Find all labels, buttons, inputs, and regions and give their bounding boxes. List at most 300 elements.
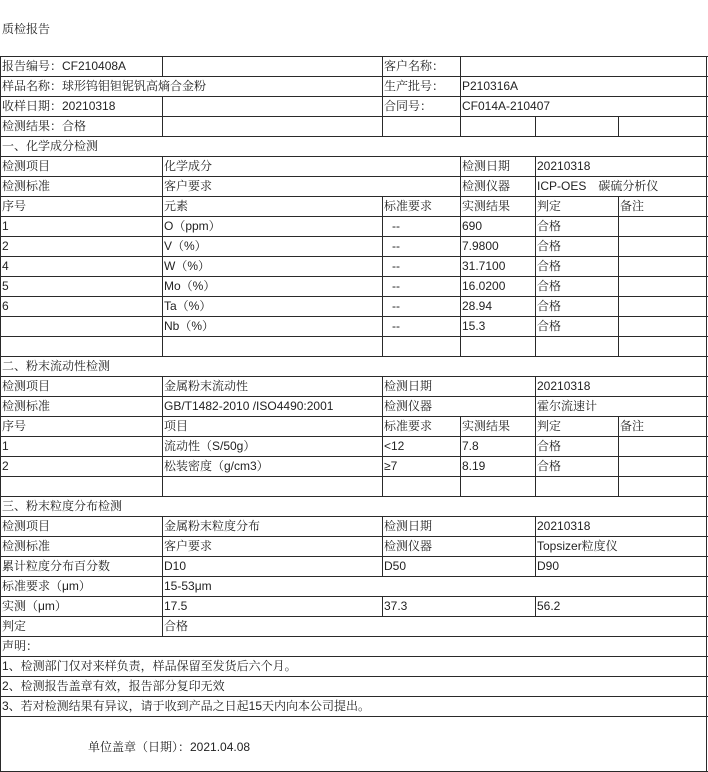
column-line (535, 516, 536, 536)
column-line (706, 196, 707, 216)
column-line (0, 496, 1, 516)
column-line (382, 456, 383, 476)
section2-instrument-label: 检测仪器 (384, 399, 433, 413)
statement-line: 3、若对检测结果有异议，请于收到产品之日起15天内向本公司提出。 (2, 699, 371, 713)
column-line (162, 616, 163, 636)
column-line (706, 156, 707, 176)
element-name: O（ppm） (164, 219, 221, 233)
judgement: 合格 (537, 439, 562, 453)
column-line (0, 336, 1, 356)
column-line (618, 256, 619, 276)
column-line (162, 316, 163, 336)
row-number: 6 (2, 299, 9, 313)
measured-value: 16.0200 (462, 279, 506, 293)
column-line (162, 456, 163, 476)
section2-date-label: 检测日期 (384, 379, 433, 393)
column-line (618, 436, 619, 456)
column-line (162, 196, 163, 216)
report-number: 报告编号：CF210408A (2, 59, 127, 73)
column-line (535, 556, 536, 576)
column-line (162, 516, 163, 536)
column-line (162, 296, 163, 316)
column-line (382, 236, 383, 256)
section1-date-value: 20210318 (537, 159, 591, 173)
column-line (706, 336, 707, 356)
column-line (535, 196, 536, 216)
section2-title: 二、粉末流动性检测 (2, 359, 111, 373)
column-line (535, 176, 536, 196)
column-line (706, 316, 707, 336)
column-line (162, 56, 163, 76)
column-line (0, 196, 1, 216)
size-judgement-label: 判定 (2, 619, 27, 633)
column-line (162, 396, 163, 416)
section2-column-header: 序号 (2, 419, 27, 433)
standard-requirement: -- (392, 239, 400, 253)
column-line (618, 416, 619, 436)
column-line (382, 116, 383, 136)
row-line (0, 136, 708, 137)
column-line (460, 176, 461, 196)
section2-standard-value: GB/T1482-2010 /ISO4490:2001 (164, 399, 334, 413)
column-line (535, 336, 536, 356)
column-line (382, 416, 383, 436)
statement-line: 2、检测报告盖章有效，报告部分复印无效 (2, 679, 225, 693)
column-line (382, 336, 383, 356)
column-line (535, 316, 536, 336)
column-line (460, 416, 461, 436)
column-line (0, 56, 1, 76)
section1-item-value: 化学成分 (164, 159, 213, 173)
column-line (706, 436, 707, 456)
row-line (0, 336, 708, 337)
column-line (162, 256, 163, 276)
section1-column-header: 实测结果 (462, 199, 511, 213)
column-line (0, 516, 1, 536)
section1-item-label: 检测项目 (2, 159, 51, 173)
column-line (0, 416, 1, 436)
column-line (162, 156, 163, 176)
column-line (0, 436, 1, 456)
column-line (460, 316, 461, 336)
standard-requirement: -- (392, 279, 400, 293)
inspection-result: 检测结果：合格 (2, 119, 87, 133)
test-item: 松装密度（g/cm3） (164, 459, 269, 473)
column-line (162, 596, 163, 616)
column-line (162, 276, 163, 296)
column-line (0, 296, 1, 316)
column-line (382, 56, 383, 76)
column-line (460, 456, 461, 476)
section1-title: 一、化学成分检测 (2, 139, 99, 153)
row-line (0, 696, 708, 697)
row-line (0, 276, 708, 277)
row-line (0, 716, 708, 717)
column-line (460, 476, 461, 496)
statement-line: 1、检测部门仅对来样负责，样品保留至发货后六个月。 (2, 659, 297, 673)
standard-requirement: ≥7 (384, 459, 398, 473)
column-line (0, 96, 1, 116)
row-line (0, 636, 708, 637)
column-line (162, 216, 163, 236)
column-line (706, 256, 707, 276)
column-line (0, 716, 1, 772)
row-line (0, 616, 708, 617)
d90-label: D90 (537, 559, 560, 573)
judgement: 合格 (537, 319, 562, 333)
column-line (706, 556, 707, 576)
row-number: 1 (2, 219, 9, 233)
column-line (618, 276, 619, 296)
column-line (618, 336, 619, 356)
element-name: Nb（%） (164, 319, 215, 333)
column-line (382, 96, 383, 116)
column-line (535, 256, 536, 276)
column-line (706, 216, 707, 236)
section1-column-header: 备注 (620, 199, 645, 213)
column-line (162, 96, 163, 116)
customer-label: 客户名称： (384, 59, 445, 73)
column-line (460, 56, 461, 76)
column-line (0, 616, 1, 636)
column-line (706, 716, 707, 772)
column-line (706, 136, 707, 156)
column-line (0, 636, 1, 656)
d50-label: D50 (384, 559, 407, 573)
column-line (382, 276, 383, 296)
cumulative-distribution-label: 累计粒度分布百分数 (2, 559, 111, 573)
column-line (0, 76, 1, 96)
row-line (0, 256, 708, 257)
column-line (706, 476, 707, 496)
measured-d10: 17.5 (164, 599, 188, 613)
column-line (460, 76, 461, 96)
column-line (0, 316, 1, 336)
measured-value: 7.8 (462, 439, 479, 453)
section3-standard-label: 检测标准 (2, 539, 51, 553)
column-line (706, 376, 707, 396)
column-line (382, 216, 383, 236)
size-requirement-label: 标准要求（μm） (2, 579, 91, 593)
section2-date-value: 20210318 (537, 379, 591, 393)
section3-item-label: 检测项目 (2, 519, 51, 533)
column-line (460, 436, 461, 456)
signature-line: 单位盖章（日期）：2021.04.08 (88, 740, 251, 754)
column-line (706, 116, 707, 136)
row-line (0, 156, 708, 157)
column-line (460, 276, 461, 296)
row-number: 4 (2, 259, 9, 273)
column-line (382, 536, 383, 556)
row-line (0, 396, 708, 397)
column-line (535, 216, 536, 236)
column-line (535, 236, 536, 256)
column-line (535, 276, 536, 296)
column-line (0, 356, 1, 376)
batch-number: P210316A (462, 79, 519, 93)
column-line (535, 416, 536, 436)
row-line (0, 176, 708, 177)
standard-requirement: <12 (384, 439, 405, 453)
column-line (162, 416, 163, 436)
column-line (0, 376, 1, 396)
column-line (706, 296, 707, 316)
column-line (706, 276, 707, 296)
column-line (0, 676, 1, 696)
row-line (0, 496, 708, 497)
column-line (382, 296, 383, 316)
column-line (535, 156, 536, 176)
row-line (0, 56, 708, 57)
section2-instrument-value: 霍尔流速计 (537, 399, 598, 413)
column-line (0, 656, 1, 676)
section1-column-header: 序号 (2, 199, 27, 213)
contract-label: 合同号： (384, 99, 433, 113)
column-line (162, 476, 163, 496)
row-number: 5 (2, 279, 9, 293)
row-line (0, 296, 708, 297)
column-line (460, 336, 461, 356)
column-line (618, 196, 619, 216)
column-line (618, 476, 619, 496)
contract-number: CF014A-210407 (462, 99, 551, 113)
section3-instrument-label: 检测仪器 (384, 539, 433, 553)
column-line (535, 456, 536, 476)
column-line (706, 416, 707, 436)
column-line (618, 316, 619, 336)
sample-name: 样品名称：球形钨钼钽铌钒高熵合金粉 (2, 79, 207, 93)
measured-value: 690 (462, 219, 483, 233)
column-line (162, 376, 163, 396)
column-line (162, 176, 163, 196)
column-line (382, 476, 383, 496)
column-line (382, 316, 383, 336)
column-line (382, 596, 383, 616)
judgement: 合格 (537, 459, 562, 473)
judgement: 合格 (537, 299, 562, 313)
column-line (535, 536, 536, 556)
section3-date-value: 20210318 (537, 519, 591, 533)
section3-item-value: 金属粉末粒度分布 (164, 519, 261, 533)
column-line (706, 656, 707, 676)
measured-value: 8.19 (462, 459, 486, 473)
column-line (0, 236, 1, 256)
row-line (0, 76, 708, 77)
column-line (706, 576, 707, 596)
column-line (382, 396, 383, 416)
section2-item-value: 金属粉末流动性 (164, 379, 249, 393)
column-line (535, 396, 536, 416)
row-number: 2 (2, 459, 9, 473)
column-line (382, 76, 383, 96)
section1-standard-label: 检测标准 (2, 179, 51, 193)
column-line (0, 556, 1, 576)
column-line (706, 396, 707, 416)
row-line (0, 316, 708, 317)
section1-standard-value: 客户要求 (164, 179, 213, 193)
column-line (162, 436, 163, 456)
row-number: 1 (2, 439, 9, 453)
column-line (0, 396, 1, 416)
column-line (162, 336, 163, 356)
d10-label: D10 (164, 559, 187, 573)
row-line (0, 576, 708, 577)
measured-d90: 56.2 (537, 599, 561, 613)
column-line (0, 576, 1, 596)
section1-instrument-label: 检测仪器 (462, 179, 511, 193)
column-line (460, 116, 461, 136)
column-line (460, 256, 461, 276)
section1-column-header: 判定 (537, 199, 562, 213)
section3-title: 三、粉末粒度分布检测 (2, 499, 123, 513)
section2-standard-label: 检测标准 (2, 399, 51, 413)
row-line (0, 536, 708, 537)
measured-value: 15.3 (462, 319, 486, 333)
row-line (0, 436, 708, 437)
column-line (162, 236, 163, 256)
measured-d50: 37.3 (384, 599, 408, 613)
section3-date-label: 检测日期 (384, 519, 433, 533)
column-line (382, 256, 383, 276)
column-line (460, 236, 461, 256)
column-line (382, 556, 383, 576)
column-line (460, 216, 461, 236)
column-line (0, 216, 1, 236)
column-line (382, 516, 383, 536)
judgement: 合格 (537, 259, 562, 273)
column-line (0, 116, 1, 136)
element-name: W（%） (164, 259, 210, 273)
column-line (706, 76, 707, 96)
column-line (0, 696, 1, 716)
row-line (0, 556, 708, 557)
judgement: 合格 (537, 279, 562, 293)
test-item: 流动性（S/50g） (164, 439, 256, 453)
row-line (0, 676, 708, 677)
row-line (0, 656, 708, 657)
column-line (618, 296, 619, 316)
standard-requirement: -- (392, 259, 400, 273)
batch-label: 生产批号： (384, 79, 445, 93)
column-line (382, 376, 383, 396)
measured-value: 28.94 (462, 299, 493, 313)
statement-title: 声明： (2, 639, 39, 653)
measured-value: 31.7100 (462, 259, 506, 273)
column-line (706, 236, 707, 256)
section3-standard-value: 客户要求 (164, 539, 213, 553)
row-line (0, 236, 708, 237)
section2-item-label: 检测项目 (2, 379, 51, 393)
column-line (706, 516, 707, 536)
section1-instrument-value: ICP-OES 碳硫分析仪 (537, 179, 659, 193)
section2-column-header: 项目 (164, 419, 189, 433)
element-name: V（%） (164, 239, 207, 253)
column-line (706, 596, 707, 616)
column-line (618, 456, 619, 476)
row-line (0, 96, 708, 97)
row-line (0, 216, 708, 217)
row-line (0, 376, 708, 377)
column-line (535, 476, 536, 496)
column-line (706, 616, 707, 636)
section1-column-header: 元素 (164, 199, 189, 213)
column-line (460, 156, 461, 176)
column-line (0, 256, 1, 276)
column-line (706, 636, 707, 656)
column-line (706, 176, 707, 196)
element-name: Ta（%） (164, 299, 212, 313)
column-line (162, 536, 163, 556)
section3-instrument-value: Topsizer粒度仪 (537, 539, 618, 553)
section1-column-header: 标准要求 (384, 199, 433, 213)
column-line (706, 56, 707, 76)
column-line (706, 536, 707, 556)
judgement: 合格 (537, 239, 562, 253)
column-line (460, 296, 461, 316)
column-line (382, 436, 383, 456)
column-line (618, 216, 619, 236)
column-line (535, 376, 536, 396)
section2-column-header: 实测结果 (462, 419, 511, 433)
column-line (162, 116, 163, 136)
row-number: 2 (2, 239, 9, 253)
section2-column-header: 标准要求 (384, 419, 433, 433)
column-line (706, 356, 707, 376)
column-line (706, 456, 707, 476)
standard-requirement: -- (392, 319, 400, 333)
row-line (0, 476, 708, 477)
standard-requirement: -- (392, 219, 400, 233)
row-line (0, 456, 708, 457)
element-name: Mo（%） (164, 279, 216, 293)
column-line (0, 456, 1, 476)
column-line (618, 116, 619, 136)
column-line (535, 296, 536, 316)
column-line (535, 116, 536, 136)
row-line (0, 196, 708, 197)
column-line (0, 536, 1, 556)
size-judgement-value: 合格 (164, 619, 189, 633)
judgement: 合格 (537, 219, 562, 233)
row-line (0, 596, 708, 597)
column-line (0, 176, 1, 196)
receive-date: 收样日期：20210318 (2, 99, 116, 113)
column-line (535, 596, 536, 616)
column-line (535, 436, 536, 456)
column-line (0, 476, 1, 496)
row-line (0, 116, 708, 117)
column-line (706, 676, 707, 696)
column-line (618, 236, 619, 256)
column-line (0, 156, 1, 176)
size-requirement-value: 15-53μm (164, 579, 212, 593)
section2-column-header: 备注 (620, 419, 645, 433)
standard-requirement: -- (392, 299, 400, 313)
column-line (706, 696, 707, 716)
column-line (706, 496, 707, 516)
report-title: 质检报告 (2, 22, 51, 36)
section1-date-label: 检测日期 (462, 159, 511, 173)
measured-size-label: 实测（μm） (2, 599, 67, 613)
row-line (0, 416, 708, 417)
column-line (162, 576, 163, 596)
row-line (0, 356, 708, 357)
column-line (382, 196, 383, 216)
column-line (0, 276, 1, 296)
column-line (460, 196, 461, 216)
column-line (460, 96, 461, 116)
row-line (0, 516, 708, 517)
